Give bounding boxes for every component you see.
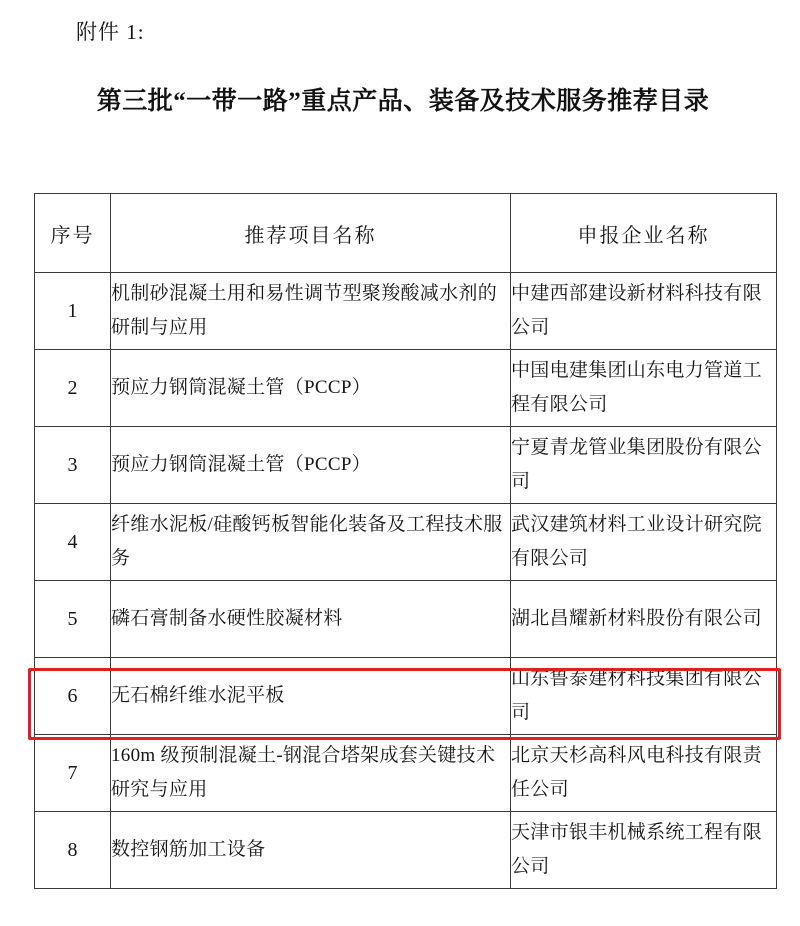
- cell-project: 机制砂混凝土用和易性调节型聚羧酸减水剂的研制与应用: [111, 273, 511, 350]
- column-header-company: 申报企业名称: [511, 194, 777, 273]
- page-title: 第三批“一带一路”重点产品、装备及技术服务推荐目录: [96, 88, 710, 115]
- cell-no: 8: [35, 812, 111, 889]
- cell-company: 宁夏青龙管业集团股份有限公司: [511, 427, 777, 504]
- cell-project: 数控钢筋加工设备: [111, 812, 511, 889]
- cell-company: 中国电建集团山东电力管道工程有限公司: [511, 350, 777, 427]
- table-row: [35, 735, 777, 812]
- cell-project: 磷石膏制备水硬性胶凝材料: [111, 581, 511, 658]
- cell-company: 北京天杉高科风电科技有限责任公司: [511, 735, 777, 812]
- cell-project: 无石棉纤维水泥平板: [111, 658, 511, 735]
- cell-no: 2: [35, 350, 111, 427]
- attachment-label: 附件 1:: [76, 20, 145, 44]
- cell-company: 山东鲁泰建材科技集团有限公司: [511, 658, 777, 735]
- cell-no: 5: [35, 581, 111, 658]
- column-header-project: 推荐项目名称: [111, 194, 511, 273]
- table-row: [35, 812, 777, 889]
- cell-company: 天津市银丰机械系统工程有限公司: [511, 812, 777, 889]
- cell-project: 预应力钢筒混凝土管（PCCP）: [111, 427, 511, 504]
- cell-company: 武汉建筑材料工业设计研究院有限公司: [511, 504, 777, 581]
- cell-no: 4: [35, 504, 111, 581]
- cell-no: 7: [35, 735, 111, 812]
- table-row-highlighted: [35, 658, 777, 735]
- table-row: [35, 427, 777, 504]
- table-row: [35, 350, 777, 427]
- cell-project: 预应力钢筒混凝土管（PCCP）: [111, 350, 511, 427]
- table-header-row: [35, 194, 777, 273]
- cell-company: 湖北昌耀新材料股份有限公司: [511, 581, 777, 658]
- table-row: [35, 581, 777, 658]
- cell-project: 纤维水泥板/硅酸钙板智能化装备及工程技术服务: [111, 504, 511, 581]
- cell-company: 中建西部建设新材料科技有限公司: [511, 273, 777, 350]
- table-row: [35, 273, 777, 350]
- column-header-no: 序号: [35, 194, 111, 273]
- cell-no: 1: [35, 273, 111, 350]
- catalog-table: [34, 193, 777, 889]
- cell-no: 3: [35, 427, 111, 504]
- cell-project: 160m 级预制混凝土-钢混合塔架成套关键技术研究与应用: [111, 735, 511, 812]
- table-row: [35, 504, 777, 581]
- catalog-table-wrap: [34, 193, 776, 889]
- cell-no: 6: [35, 658, 111, 735]
